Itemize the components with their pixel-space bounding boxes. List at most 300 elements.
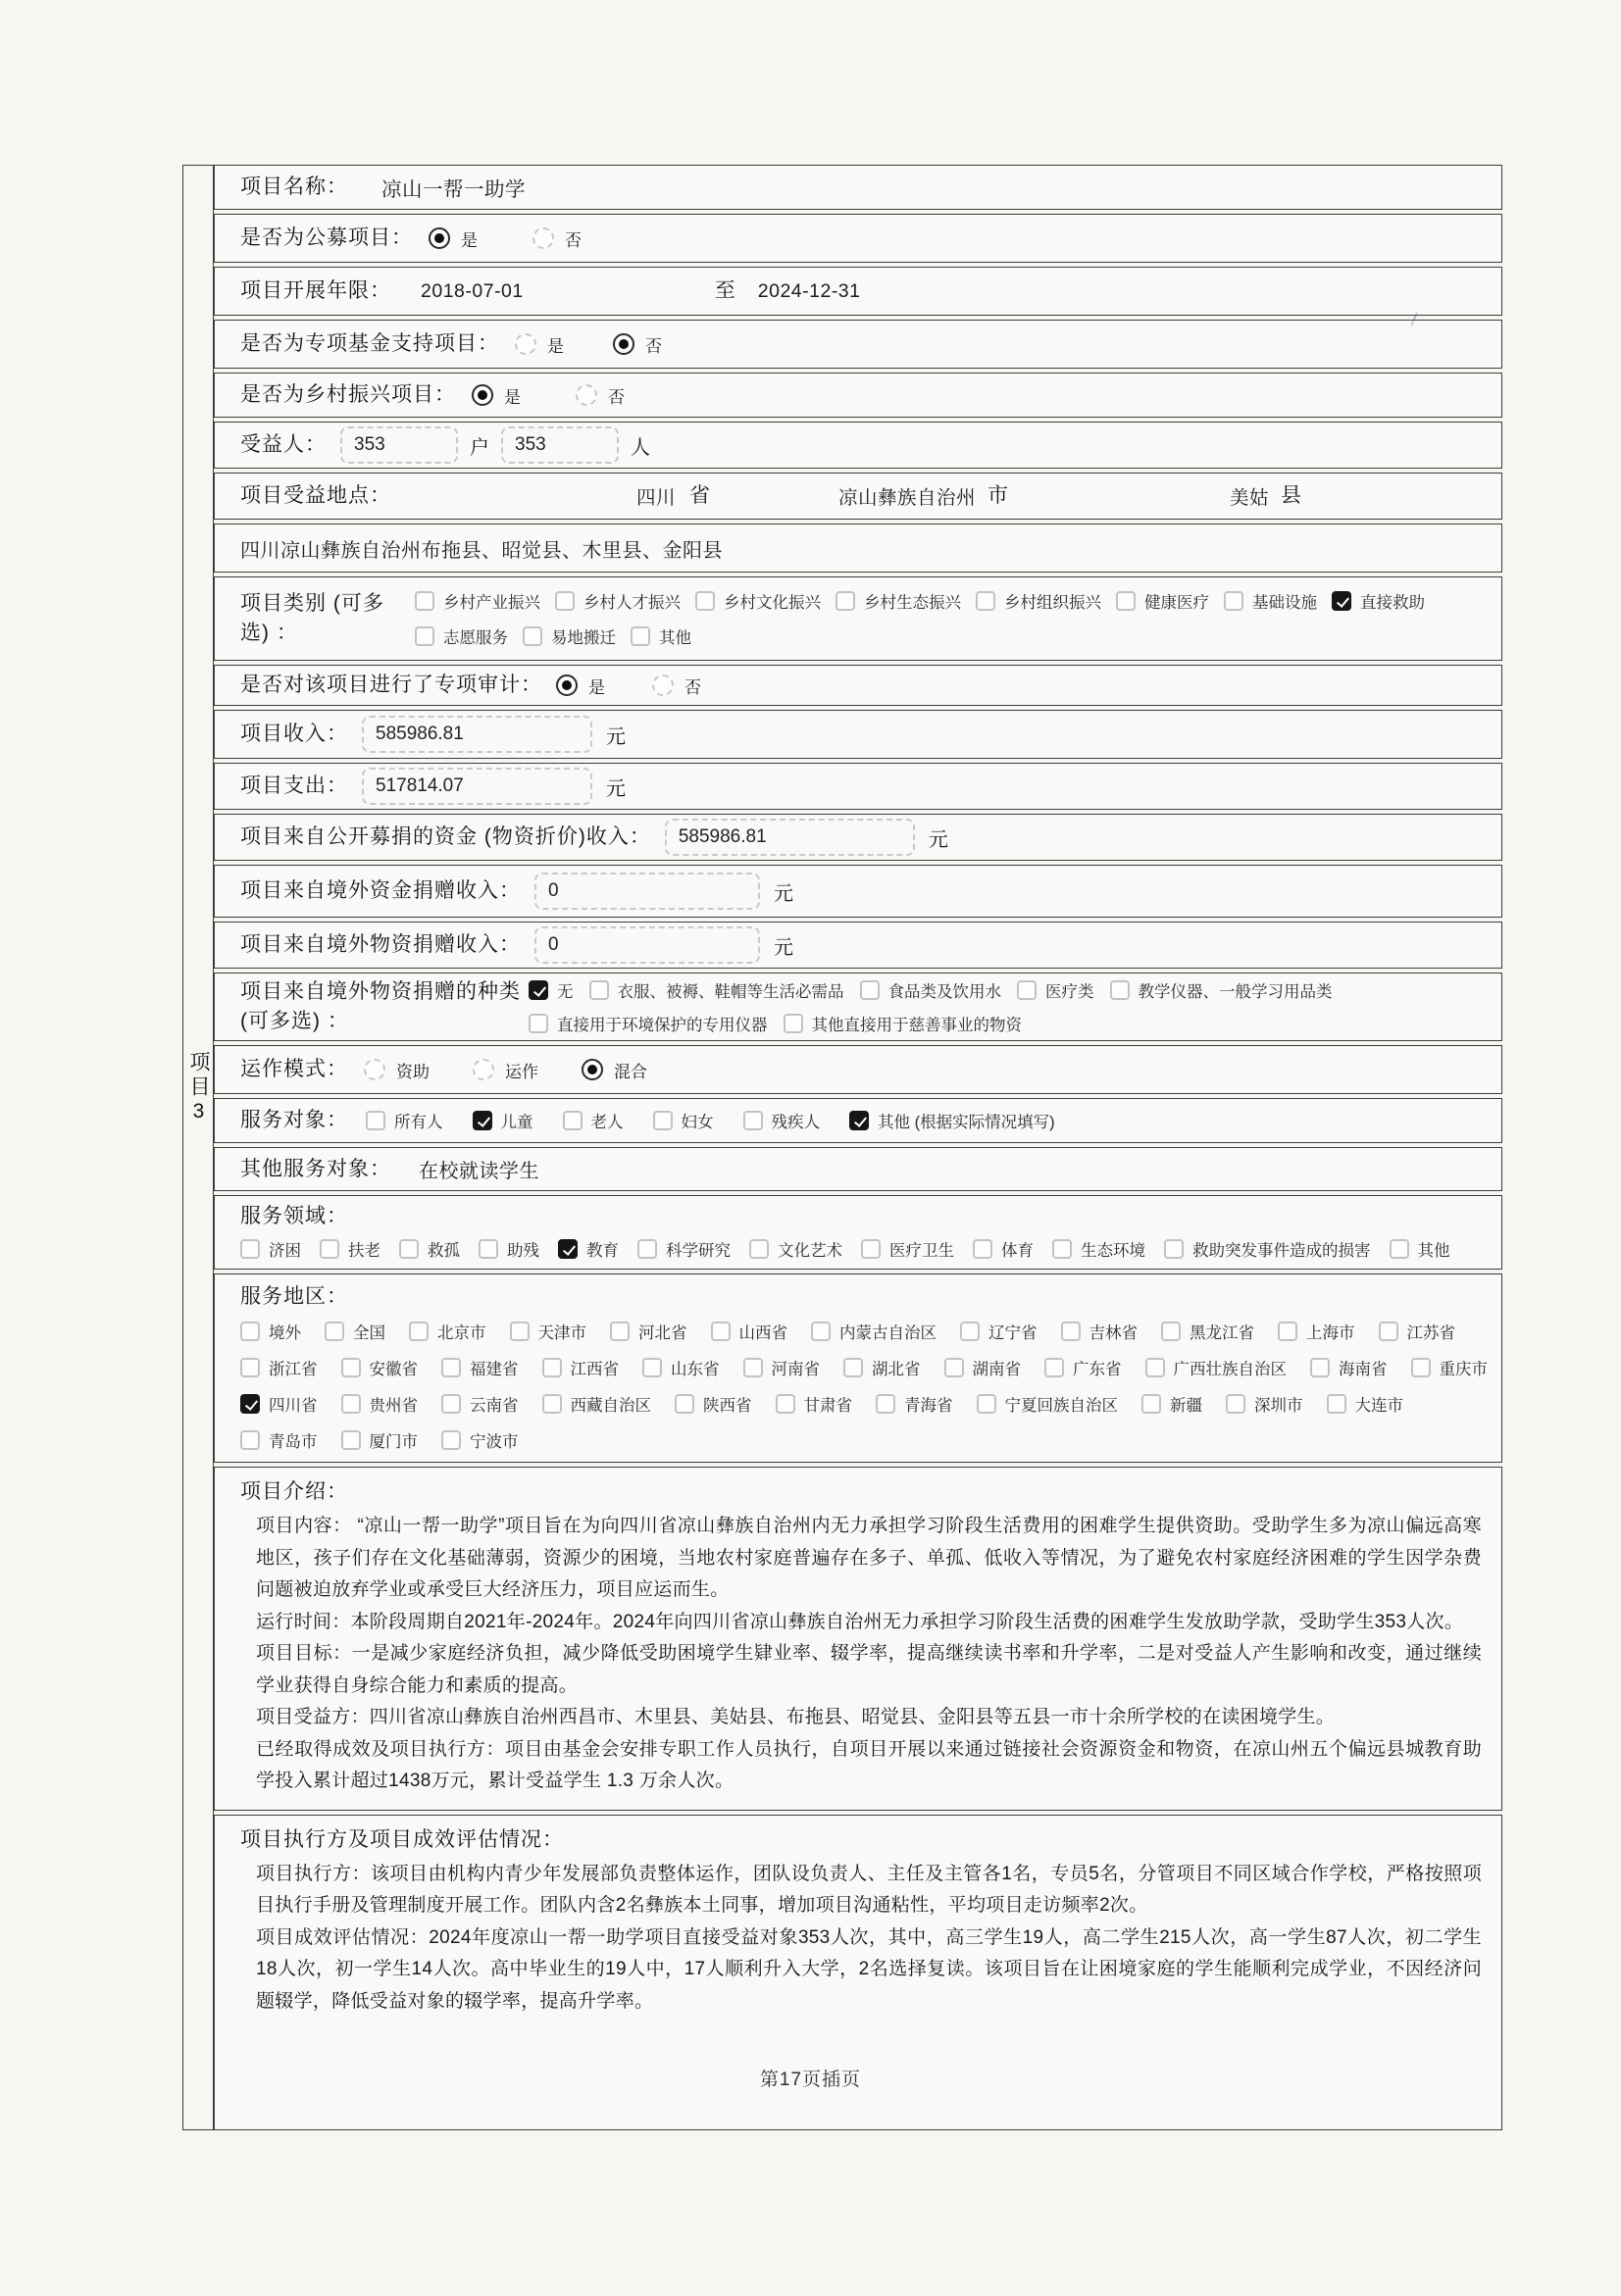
- checkbox-icon[interactable]: [743, 1358, 763, 1377]
- checkbox-option[interactable]: [784, 1012, 1023, 1035]
- checkbox-option[interactable]: [960, 1320, 1038, 1343]
- checkbox-icon[interactable]: [977, 1394, 996, 1414]
- checkbox-icon[interactable]: [637, 1239, 657, 1259]
- checkbox-icon[interactable]: [1226, 1394, 1245, 1414]
- checkbox-label: 安徽省: [369, 1361, 418, 1378]
- paragraph: 项目受益方：四川省凉山彝族自治州西昌市、木里县、美姑县、布拖县、昭觉县、金阳县等五县一市十余所学校的在读困境学生。: [256, 1707, 1336, 1727]
- checkbox-option[interactable]: [610, 1320, 687, 1343]
- checkbox-icon[interactable]: [849, 1111, 869, 1130]
- checkbox-icon[interactable]: [836, 591, 855, 611]
- project-name-label: 项目名称：: [240, 175, 348, 198]
- checkbox-label: 青海省: [904, 1397, 953, 1415]
- overseas-goods-income-label: 项目来自境外物资捐赠收入：: [240, 933, 521, 956]
- checkbox-label: 直接用于环境保护的专用仪器: [557, 1017, 768, 1034]
- checkbox-option[interactable]: [555, 589, 681, 613]
- radio-option[interactable]: [652, 674, 701, 698]
- checkbox-label: 宁夏回族自治区: [1004, 1397, 1118, 1415]
- form-row-beneficiaries: [214, 422, 1502, 469]
- checkbox-option[interactable]: [320, 1237, 380, 1261]
- checkbox-icon[interactable]: [675, 1394, 694, 1414]
- checkbox-icon[interactable]: [1017, 980, 1037, 1000]
- radio-icon[interactable]: [472, 384, 493, 406]
- duration-to-label: 至: [714, 279, 736, 302]
- checkbox-option[interactable]: [675, 1392, 752, 1416]
- paragraph: 已经取得成效及项目执行方：项目由基金会安排专职工作人员执行，自项目开展以来通过链接社会资源资金和物资，在凉山州五个偏远县城教育助学投入累计超过1438万元，累计受益学生 1.3 万余人次。: [256, 1738, 1482, 1791]
- checkbox-option[interactable]: [861, 1237, 954, 1261]
- checkbox-icon[interactable]: [944, 1358, 964, 1377]
- duration-end-value: 2024-12-31: [757, 279, 861, 302]
- radio-icon[interactable]: [473, 1059, 494, 1080]
- special-audit-radio-group: [556, 674, 701, 698]
- radio-option[interactable]: [613, 332, 662, 357]
- checkbox-icon[interactable]: [776, 1394, 795, 1414]
- checkbox-option[interactable]: [341, 1392, 419, 1416]
- project-income-input[interactable]: [362, 716, 592, 753]
- checkbox-icon[interactable]: [240, 1394, 260, 1414]
- checkbox-option[interactable]: [1145, 1356, 1288, 1379]
- checkbox-option[interactable]: [631, 624, 691, 648]
- form-row-special-fund: [214, 320, 1502, 369]
- form-row-rural-revitalization: [214, 373, 1502, 418]
- checkbox-icon[interactable]: [642, 1358, 662, 1377]
- overseas-fund-income-label: 项目来自境外资金捐赠收入：: [240, 879, 521, 902]
- checkbox-option[interactable]: [510, 1320, 587, 1343]
- checkbox-label: 黑龙江省: [1190, 1324, 1254, 1342]
- form-row-project-intro: [214, 1467, 1502, 1811]
- radio-option[interactable]: [556, 674, 605, 698]
- checkbox-option[interactable]: [441, 1428, 519, 1452]
- checkbox-icon[interactable]: [409, 1322, 429, 1341]
- checkbox-label: 陕西省: [703, 1397, 752, 1415]
- checkbox-icon[interactable]: [341, 1358, 361, 1377]
- checkbox-icon[interactable]: [811, 1322, 831, 1341]
- project-intro-paragraphs: [240, 1511, 1488, 1798]
- checkbox-option[interactable]: [977, 1392, 1119, 1416]
- form-row-other-service-target: [214, 1147, 1502, 1191]
- radio-label: 是: [547, 336, 564, 356]
- checkbox-label: 其他: [1417, 1242, 1450, 1260]
- checkbox-label: 体育: [1001, 1242, 1034, 1260]
- checkbox-option[interactable]: [1052, 1237, 1145, 1261]
- checkbox-icon[interactable]: [1161, 1322, 1181, 1341]
- form-row-public-fundraising: [214, 214, 1502, 263]
- checkbox-icon[interactable]: [479, 1239, 498, 1259]
- checkbox-option[interactable]: [240, 1356, 318, 1379]
- form-row-overseas-goods-types: [214, 973, 1502, 1041]
- checkbox-option[interactable]: [1390, 1237, 1450, 1261]
- checkbox-icon[interactable]: [1116, 591, 1136, 611]
- radio-option[interactable]: [473, 1058, 538, 1082]
- overseas-goods-income-input[interactable]: [534, 926, 760, 964]
- form-row-project-income: [214, 710, 1502, 759]
- checkbox-option[interactable]: [240, 1428, 318, 1452]
- checkbox-label: 济困: [269, 1242, 301, 1260]
- checkbox-icon[interactable]: [441, 1358, 461, 1377]
- checkbox-icon[interactable]: [860, 980, 880, 1000]
- checkbox-option[interactable]: [811, 1320, 937, 1343]
- checkbox-icon[interactable]: [529, 1014, 548, 1033]
- checkbox-icon[interactable]: [1411, 1358, 1431, 1377]
- checkbox-icon[interactable]: [558, 1239, 578, 1259]
- checkbox-option[interactable]: [642, 1356, 720, 1379]
- checkbox-label: 内蒙古自治区: [839, 1324, 937, 1342]
- checkbox-option[interactable]: [1224, 589, 1317, 613]
- checkbox-option[interactable]: [441, 1356, 519, 1379]
- checkbox-option[interactable]: [415, 624, 508, 648]
- checkbox-option[interactable]: [743, 1109, 821, 1132]
- checkbox-icon[interactable]: [399, 1239, 419, 1259]
- radio-option[interactable]: [582, 1058, 647, 1082]
- checkbox-icon[interactable]: [631, 626, 650, 646]
- benefit-location-label: 项目受益地点：: [240, 484, 391, 507]
- checkbox-option[interactable]: [1379, 1320, 1456, 1343]
- checkbox-label: 河北省: [638, 1324, 687, 1342]
- checkbox-label: 助残: [507, 1242, 539, 1260]
- checkbox-icon[interactable]: [1310, 1358, 1330, 1377]
- checkbox-icon[interactable]: [320, 1239, 339, 1259]
- checkbox-label: 江西省: [570, 1361, 619, 1378]
- special-fund-radio-group: [515, 332, 662, 357]
- public-fundraising-radio-group: [429, 226, 582, 251]
- checkbox-icon[interactable]: [695, 591, 715, 611]
- rural-revitalization-label: 是否为乡村振兴项目：: [240, 383, 456, 406]
- checkbox-icon[interactable]: [341, 1394, 361, 1414]
- location-province-value: 四川: [636, 487, 677, 509]
- checkbox-option[interactable]: [240, 1237, 301, 1261]
- form-row-project-expense: [214, 763, 1502, 810]
- checkbox-option[interactable]: [876, 1392, 953, 1416]
- checkbox-option[interactable]: [836, 589, 961, 613]
- checkbox-option[interactable]: [1310, 1356, 1388, 1379]
- checkbox-label: 教育: [586, 1242, 619, 1260]
- county-unit-label: 县: [1281, 484, 1303, 507]
- checkbox-icon[interactable]: [341, 1430, 361, 1450]
- checkbox-label: 青岛市: [269, 1433, 318, 1451]
- radio-label: 资助: [396, 1062, 430, 1081]
- radio-option[interactable]: [364, 1058, 430, 1082]
- checkbox-icon[interactable]: [784, 1014, 803, 1033]
- checkbox-option[interactable]: [843, 1356, 921, 1379]
- checkbox-option[interactable]: [653, 1109, 714, 1132]
- project-index-label: 项目3: [187, 1051, 210, 1126]
- radio-label: 否: [608, 387, 625, 407]
- checkbox-option[interactable]: [542, 1392, 652, 1416]
- checkbox-icon[interactable]: [325, 1322, 344, 1341]
- checkbox-label: 医疗卫生: [889, 1242, 954, 1260]
- checkbox-icon[interactable]: [610, 1322, 630, 1341]
- checkbox-icon[interactable]: [743, 1111, 763, 1130]
- service-fields-checkbox-group: [240, 1237, 1450, 1261]
- checkbox-option[interactable]: [523, 624, 616, 648]
- checkbox-label: 易地搬迁: [551, 629, 616, 647]
- radio-icon[interactable]: [364, 1059, 385, 1080]
- beneficiary-people-input[interactable]: [501, 426, 619, 464]
- paragraph: 运行时间：本阶段周期自2021年-2024年。2024年向四川省凉山彝族自治州无力承担学习阶段生活费的困难学生发放助学款，受助学生353人次。: [256, 1611, 1464, 1632]
- checkbox-icon[interactable]: [441, 1394, 461, 1414]
- radio-icon[interactable]: [576, 384, 597, 406]
- paragraph: 项目成效评估情况：2024年度凉山一帮一助学项目直接受益对象353人次，其中，高三学生19人，高二学生215人次，高一学生87人次，初二学生18人次，初一学生14人次。高中毕业生的19人中，17人顺利升入大学，2名选择复读。该项目旨在让困境家庭的学生能顺利完成学业，不因经济问题辍学，降低受益对象的辍学率，提高升学率。: [256, 1926, 1482, 2012]
- checkbox-option[interactable]: [1141, 1392, 1202, 1416]
- checkbox-option[interactable]: [1017, 978, 1094, 1002]
- checkbox-label: 残疾人: [771, 1114, 820, 1131]
- checkbox-icon[interactable]: [555, 591, 575, 611]
- service-areas-label: 服务地区：: [240, 1285, 348, 1308]
- checkbox-icon[interactable]: [1332, 591, 1351, 611]
- checkbox-option[interactable]: [743, 1356, 821, 1379]
- location-detail-value: 四川凉山彝族自治州布拖县、昭觉县、木里县、金阳县: [240, 539, 723, 562]
- checkbox-icon[interactable]: [240, 1430, 260, 1450]
- duration-label: 项目开展年限：: [240, 279, 391, 302]
- checkbox-label: 贵州省: [369, 1397, 418, 1415]
- checkbox-option[interactable]: [1061, 1320, 1139, 1343]
- checkbox-icon[interactable]: [1061, 1322, 1081, 1341]
- checkbox-option[interactable]: [749, 1237, 842, 1261]
- checkbox-label: 乡村文化振兴: [724, 594, 821, 612]
- special-audit-label: 是否对该项目进行了专项审计：: [240, 674, 542, 696]
- form-row-special-audit: [214, 665, 1502, 706]
- checkbox-icon[interactable]: [366, 1111, 385, 1130]
- checkbox-option[interactable]: [341, 1356, 419, 1379]
- checkbox-option[interactable]: [1164, 1237, 1371, 1261]
- checkbox-option[interactable]: [542, 1356, 620, 1379]
- page-number: 第17页插页: [759, 2070, 862, 2090]
- checkbox-label: 福建省: [470, 1361, 519, 1378]
- checkbox-option[interactable]: [366, 1109, 443, 1132]
- checkbox-label: 健康医疗: [1144, 594, 1209, 612]
- checkbox-label: 深圳市: [1254, 1397, 1303, 1415]
- operation-mode-label: 运作模式：: [240, 1058, 348, 1080]
- checkbox-label: 境外: [269, 1324, 301, 1342]
- project-expense-input[interactable]: [362, 768, 592, 805]
- checkbox-option[interactable]: [1327, 1392, 1404, 1416]
- radio-icon[interactable]: [582, 1059, 603, 1080]
- checkbox-label: 大连市: [1354, 1397, 1403, 1415]
- public-income-unit-label: 元: [928, 828, 948, 851]
- checkbox-label: 四川省: [269, 1397, 318, 1415]
- beneficiary-households-input[interactable]: [340, 426, 458, 464]
- checkbox-label: 天津市: [537, 1324, 586, 1342]
- overseas-goods-types-checkbox-group: [529, 978, 1488, 1035]
- overseas-fund-income-input[interactable]: [534, 873, 760, 910]
- checkbox-option[interactable]: [473, 1109, 533, 1132]
- checkbox-icon[interactable]: [240, 1358, 260, 1377]
- execution-evaluation-paragraphs: [240, 1859, 1488, 2019]
- checkbox-option[interactable]: [776, 1392, 853, 1416]
- checkbox-icon[interactable]: [1390, 1239, 1409, 1259]
- checkbox-label: 上海市: [1306, 1324, 1355, 1342]
- checkbox-icon[interactable]: [473, 1111, 492, 1130]
- checkbox-icon[interactable]: [542, 1358, 562, 1377]
- checkbox-icon[interactable]: [1052, 1239, 1072, 1259]
- checkbox-label: 全国: [353, 1324, 385, 1342]
- checkbox-option[interactable]: [589, 978, 844, 1002]
- checkbox-option[interactable]: [1411, 1356, 1489, 1379]
- form-rows: [214, 165, 1502, 2130]
- checkbox-label: 新疆: [1170, 1397, 1202, 1415]
- public-fundraising-income-label: 项目来自公开募捐的资金 (物资折价)收入：: [240, 825, 651, 848]
- form-row-public-fundraising-income: [214, 814, 1502, 861]
- checkbox-label: 辽宁省: [988, 1324, 1038, 1342]
- checkbox-icon[interactable]: [749, 1239, 769, 1259]
- checkbox-option[interactable]: [529, 978, 574, 1002]
- radio-icon[interactable]: [429, 227, 450, 249]
- checkbox-label: 重庆市: [1439, 1361, 1488, 1378]
- checkbox-label: 教学仪器、一般学习用品类: [1138, 983, 1333, 1001]
- location-city-value: 凉山彝族自治州: [838, 487, 977, 509]
- checkbox-option[interactable]: [944, 1356, 1022, 1379]
- checkbox-label: 扶老: [348, 1242, 380, 1260]
- checkbox-icon[interactable]: [861, 1239, 881, 1259]
- checkbox-option[interactable]: [1110, 978, 1333, 1002]
- paragraph: 项目内容： “凉山一帮一助学”项目旨在为向四川省凉山彝族自治州内无力承担学习阶段生活费用的困难学生提供资助。受助学生多为凉山偏远高寒地区，孩子们存在文化基础薄弱，资源少的困境，当地农村家庭普遍存在多子、单孤、低收入等情况，为了避免农村家庭经济困难的学生因学杂费问题被迫放弃学业或承受巨大经济压力，项目应运而生。: [256, 1516, 1482, 1600]
- checkbox-option[interactable]: [240, 1320, 301, 1343]
- beneficiaries-label: 受益人：: [240, 433, 327, 456]
- radio-option[interactable]: [429, 226, 478, 251]
- radio-icon[interactable]: [652, 674, 674, 696]
- form-row-service-areas: [214, 1273, 1502, 1463]
- paragraph: 项目目标：一是减少家庭经济负担，减少降低受助困境学生肄业率、辍学率，提高继续读书率和升学率，二是对受益人产生影响和改变，通过继续学业获得自身综合能力和素质的提高。: [256, 1643, 1482, 1696]
- checkbox-icon[interactable]: [973, 1239, 992, 1259]
- radio-label: 否: [565, 230, 582, 250]
- checkbox-label: 儿童: [500, 1114, 533, 1131]
- radio-option[interactable]: [515, 332, 564, 357]
- checkbox-icon[interactable]: [510, 1322, 530, 1341]
- radio-icon[interactable]: [515, 333, 536, 355]
- checkbox-icon[interactable]: [843, 1358, 863, 1377]
- checkbox-option[interactable]: [325, 1320, 385, 1343]
- form-row-project-category: [214, 576, 1502, 661]
- public-fundraising-income-input[interactable]: [665, 819, 915, 856]
- checkbox-icon[interactable]: [240, 1239, 260, 1259]
- overseas-fund-unit-label: 元: [774, 882, 793, 905]
- checkbox-option[interactable]: [563, 1109, 624, 1132]
- checkbox-option[interactable]: [976, 589, 1101, 613]
- checkbox-option[interactable]: [695, 589, 821, 613]
- checkbox-label: 湖南省: [972, 1361, 1021, 1378]
- public-fundraising-label: 是否为公募项目：: [240, 226, 413, 249]
- checkbox-icon[interactable]: [1164, 1239, 1184, 1259]
- radio-icon[interactable]: [532, 227, 554, 249]
- checkbox-option[interactable]: [558, 1237, 619, 1261]
- other-service-target-value: 在校就读学生: [419, 1161, 539, 1182]
- service-targets-checkbox-group: [366, 1109, 1055, 1132]
- checkbox-icon[interactable]: [529, 980, 548, 1000]
- side-strip: [182, 165, 214, 2130]
- checkbox-option[interactable]: [1161, 1320, 1254, 1343]
- checkbox-label: 山西省: [738, 1324, 787, 1342]
- checkbox-option[interactable]: [1332, 589, 1425, 613]
- checkbox-icon[interactable]: [441, 1430, 461, 1450]
- checkbox-icon[interactable]: [960, 1322, 980, 1341]
- radio-icon[interactable]: [556, 674, 578, 696]
- checkbox-icon[interactable]: [523, 626, 542, 646]
- checkbox-option[interactable]: [1226, 1392, 1303, 1416]
- checkbox-icon[interactable]: [1278, 1322, 1297, 1341]
- checkbox-icon[interactable]: [563, 1111, 583, 1130]
- checkbox-label: 山东省: [671, 1361, 720, 1378]
- checkbox-option[interactable]: [860, 978, 1002, 1002]
- checkbox-icon[interactable]: [1044, 1358, 1064, 1377]
- checkbox-option[interactable]: [415, 589, 540, 613]
- checkbox-icon[interactable]: [876, 1394, 895, 1414]
- checkbox-option[interactable]: [341, 1428, 419, 1452]
- checkbox-label: 云南省: [470, 1397, 519, 1415]
- checkbox-icon[interactable]: [1145, 1358, 1165, 1377]
- checkbox-icon[interactable]: [415, 591, 434, 611]
- checkbox-icon[interactable]: [1110, 980, 1130, 1000]
- radio-option[interactable]: [532, 226, 582, 251]
- checkbox-option[interactable]: [1116, 589, 1209, 613]
- radio-option[interactable]: [576, 383, 625, 408]
- form-row-location-detail: [214, 524, 1502, 573]
- checkbox-icon[interactable]: [542, 1394, 562, 1414]
- checkbox-option[interactable]: [479, 1237, 539, 1261]
- radio-label: 否: [645, 336, 662, 356]
- checkbox-option[interactable]: [1278, 1320, 1355, 1343]
- checkbox-option[interactable]: [711, 1320, 788, 1343]
- checkbox-label: 浙江省: [269, 1361, 318, 1378]
- checkbox-icon[interactable]: [711, 1322, 731, 1341]
- checkbox-icon[interactable]: [240, 1322, 260, 1341]
- checkbox-icon[interactable]: [1327, 1394, 1346, 1414]
- checkbox-label: 乡村组织振兴: [1004, 594, 1101, 612]
- checkbox-icon[interactable]: [976, 591, 995, 611]
- checkbox-label: 广东省: [1073, 1361, 1122, 1378]
- rural-revitalization-radio-group: [472, 383, 625, 408]
- project-form-table: [182, 165, 1502, 2130]
- province-unit-label: 省: [689, 484, 712, 507]
- checkbox-label: 北京市: [437, 1324, 486, 1342]
- checkbox-label: 其他 (根据实际情况填写): [878, 1114, 1055, 1131]
- checkbox-label: 基础设施: [1252, 594, 1317, 612]
- checkbox-icon[interactable]: [415, 626, 434, 646]
- checkbox-option[interactable]: [441, 1392, 519, 1416]
- checkbox-label: 西藏自治区: [570, 1397, 651, 1415]
- project-intro-label: 项目介绍：: [240, 1480, 348, 1503]
- checkbox-icon[interactable]: [1379, 1322, 1398, 1341]
- checkbox-option[interactable]: [637, 1237, 731, 1261]
- checkbox-icon[interactable]: [1141, 1394, 1161, 1414]
- checkbox-option[interactable]: [409, 1320, 486, 1343]
- checkbox-option[interactable]: [849, 1109, 1055, 1132]
- checkbox-option[interactable]: [1044, 1356, 1122, 1379]
- checkbox-label: 志愿服务: [443, 629, 508, 647]
- people-unit-label: 人: [631, 436, 650, 459]
- checkbox-label: 生态环境: [1081, 1242, 1145, 1260]
- checkbox-option[interactable]: [529, 1012, 768, 1035]
- checkbox-icon[interactable]: [653, 1111, 673, 1130]
- households-unit-label: 户: [470, 436, 489, 459]
- checkbox-label: 妇女: [681, 1114, 714, 1131]
- checkbox-icon[interactable]: [589, 980, 609, 1000]
- checkbox-option[interactable]: [399, 1237, 460, 1261]
- checkbox-icon[interactable]: [1224, 591, 1243, 611]
- checkbox-option[interactable]: [973, 1237, 1034, 1261]
- checkbox-label: 衣服、被褥、鞋帽等生活必需品: [617, 983, 844, 1001]
- radio-option[interactable]: [472, 383, 521, 408]
- overseas-goods-types-label: 项目来自境外物资捐赠的种类 (可多选) ：: [240, 980, 521, 1032]
- project-income-label: 项目收入：: [240, 723, 348, 745]
- form-row-overseas-fund-income: [214, 865, 1502, 918]
- checkbox-option[interactable]: [240, 1392, 318, 1416]
- service-targets-label: 服务对象：: [240, 1109, 348, 1131]
- radio-icon[interactable]: [613, 333, 634, 355]
- form-row-duration: [214, 267, 1502, 316]
- checkbox-label: 厦门市: [369, 1433, 418, 1451]
- checkbox-label: 河南省: [771, 1361, 820, 1378]
- checkbox-label: 老人: [590, 1114, 624, 1131]
- overseas-goods-unit-label: 元: [774, 936, 793, 959]
